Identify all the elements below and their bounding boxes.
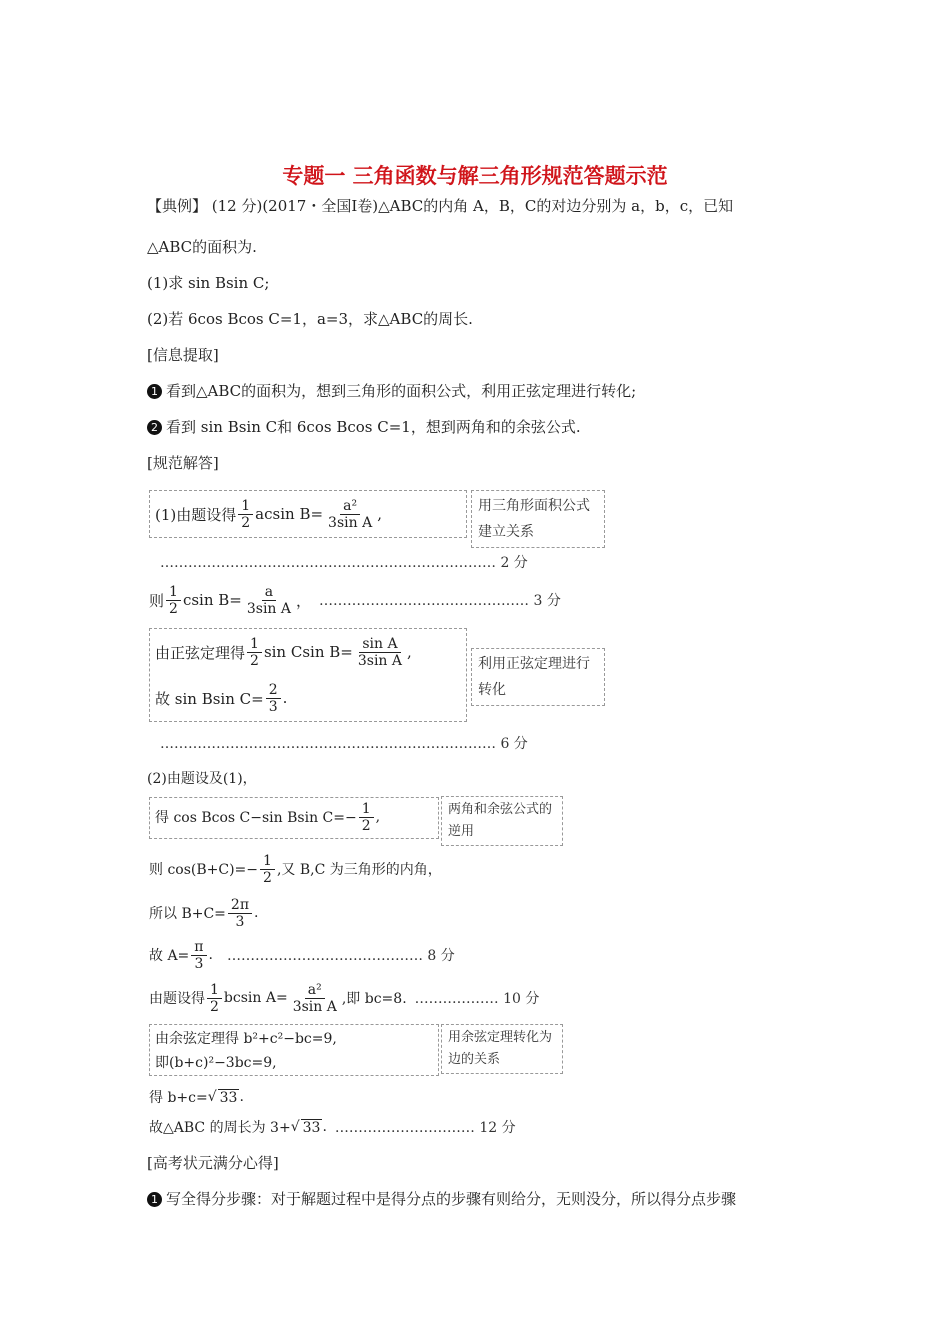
part-2-step-h: 得 b+c= √ 33 . <box>149 1089 244 1106</box>
question-1: (1)求 sin Bsin C; <box>147 274 270 292</box>
fraction: $\frac{1}{2}$ <box>359 801 374 834</box>
margin-note-1: 用三角形面积公式建立关系 <box>471 490 605 548</box>
page-title: 专题一 三角函数与解三角形规范答题示范 <box>282 164 668 188</box>
fraction: $\frac{\text{sin A}}{\text{3sin A}}$ <box>357 635 403 669</box>
fraction: $\frac{1}{2}$ <box>260 853 275 886</box>
fraction: $\frac{\text{a²}}{\text{3sin A}}$ <box>328 497 373 531</box>
part-2-step-b: 则 cos(B+C)=− $\frac{1}{2}$ ,又 B,C 为三角形的内角， <box>149 852 442 886</box>
margin-note-4: 用余弦定理转化为边的关系 <box>441 1024 563 1074</box>
margin-note-3: 两角和余弦公式的逆用 <box>441 796 563 846</box>
fraction: $\frac{1}{2}$ <box>166 584 181 617</box>
part-2-step-e: 由题设得 $\frac{1}{2}$ bcsin A= $\frac{\text{a²}}{\text{3sin A}}$ ,即 bc=8. ……………… 10 分 <box>149 981 540 1015</box>
fraction: $\frac{2\pi}{3}$ <box>228 897 252 930</box>
example-line-1: 【典例】 (12 分)(2017・全国Ⅰ卷)△ABC的内角 A，B，C的对边分别为 a，b，c，已知 <box>147 197 734 215</box>
number-marker-icon: 1 <box>147 384 162 399</box>
part-2-step-i: 故△ABC 的周长为 3+ √ 33 . ………………………… 12 分 <box>149 1119 516 1136</box>
info-header: [信息提取] <box>147 346 219 364</box>
part-2-step-d: 故 A= $\frac{\pi}{3}$ . …………………………………… 8 分 <box>149 938 455 972</box>
fraction: $\frac{1}{2}$ <box>247 636 262 669</box>
part-2-step-c: 所以 B+C= $\frac{2\pi}{3}$ . <box>149 896 259 930</box>
example-line-2: △ABC的面积为. <box>147 238 257 256</box>
margin-note-2: 利用正弦定理进行转化 <box>471 648 605 706</box>
tips-item-1: 1 写全得分步骤：对于解题过程中是得分点的步骤有则给分，无则没分，所以得分点步骤 <box>147 1188 736 1209</box>
part-2-step-g: 即(b+c)²−3bc=9, <box>155 1055 277 1071</box>
score-line-2: ……………………………………………………………… 2 分 <box>160 555 528 571</box>
fraction: $\frac{1}{2}$ <box>207 982 222 1015</box>
step-1-equation: (1)由题设得 $\frac{1}{2}$ acsin B= $\frac{\text{a²}}{\text{3sin A}}$ , <box>155 497 382 531</box>
score-line-6: ……………………………………………………………… 6 分 <box>160 736 528 752</box>
question-2: (2)若 6cos Bcos C=1，a=3，求△ABC的周长. <box>147 310 473 328</box>
info-item-1: 1 看到△ABC的面积为，想到三角形的面积公式，利用正弦定理进行转化; <box>147 380 636 401</box>
fraction: $\frac{a}{\text{3sin A}}$ <box>246 583 292 617</box>
step-4-equation: 故 sin Bsin C= $\frac{2}{3}$ . <box>155 681 288 715</box>
number-marker-icon: 2 <box>147 420 162 435</box>
info-item-2: 2 看到 sin Bsin C和 6cos Bcos C=1，想到两角和的余弦公式. <box>147 416 581 437</box>
sqrt-icon: √ <box>207 1089 217 1105</box>
sqrt-icon: √ <box>290 1119 300 1135</box>
fraction: $\frac{2}{3}$ <box>266 682 281 715</box>
number-marker-icon: 1 <box>147 1192 162 1207</box>
tips-header: [高考状元满分心得] <box>147 1154 279 1172</box>
part-2-step-a: 得 cos Bcos C−sin Bsin C=− $\frac{1}{2}$ , <box>155 800 381 834</box>
part-2-intro: (2)由题设及(1)， <box>147 771 257 787</box>
fraction: $\frac{\pi}{3}$ <box>191 939 206 972</box>
part-2-step-f: 由余弦定理得 b²+c²−bc=9, <box>155 1031 337 1047</box>
fraction: $\frac{1}{2}$ <box>238 498 253 531</box>
fraction: $\frac{\text{a²}}{\text{3sin A}}$ <box>292 981 337 1015</box>
step-3-equation: 由正弦定理得 $\frac{1}{2}$ sin Csin B= $\frac{\text{sin A}}{\text{3sin A}}$ , <box>155 635 412 669</box>
step-2-equation: 则 $\frac{1}{2}$ csin B= $\frac{a}{\text{3sin A}}$ ， ……………………………………… 3 分 <box>149 583 561 617</box>
solution-header: [规范解答] <box>147 454 219 472</box>
